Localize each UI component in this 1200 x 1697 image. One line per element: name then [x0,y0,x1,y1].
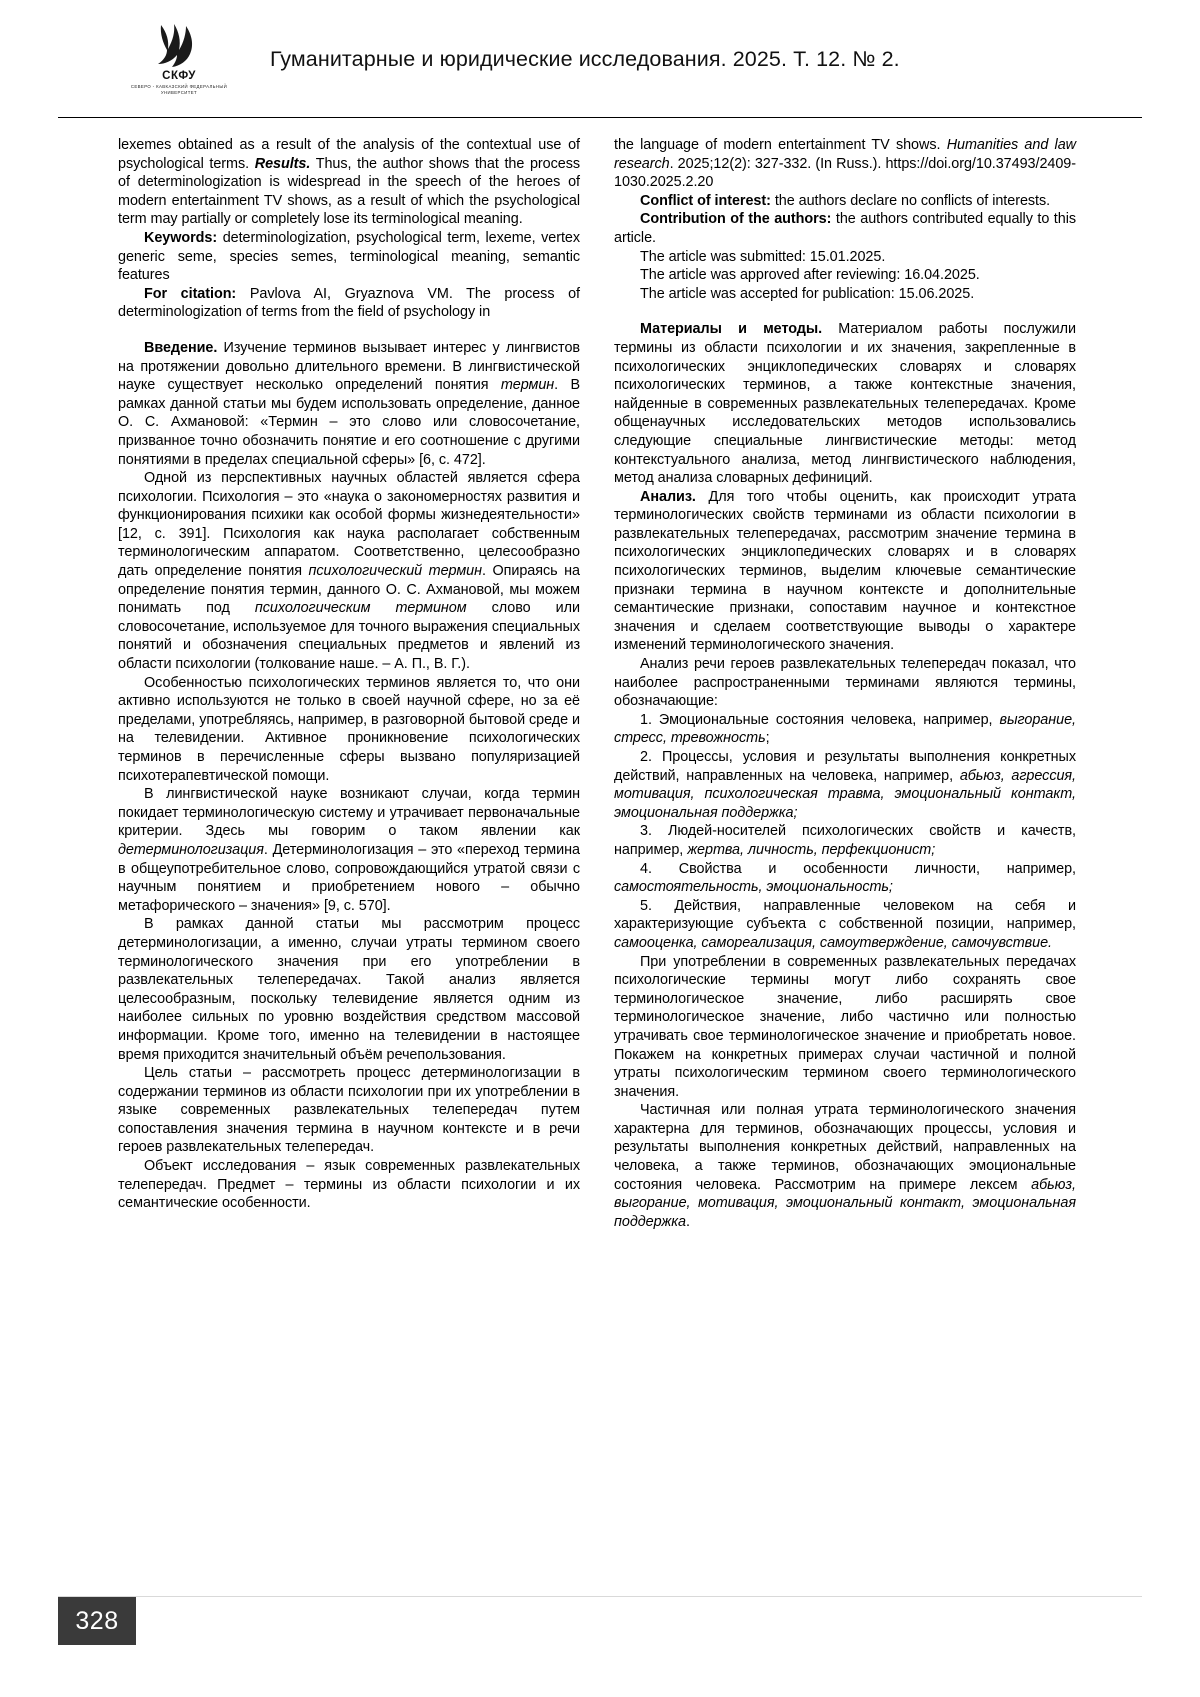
list-item-5 [614,897,1076,953]
introduction-text-a: Изучение терминов вызывает интерес у лингвистов на протяжении довольно длительного времени. В лингвистической науке существует несколько определений понятия [118,339,580,394]
item5-text: 5. Действия, направленные человеком на себя и характеризующие субъекта с собственной позиции, например, [614,897,1076,933]
item5-examples: самооценка, самореализация, самоутверждение, самочувствие. [614,934,1052,951]
for-citation-label: For citation: [144,285,237,302]
results-label: Results. [254,155,311,172]
p2-text-c: слово или словосочетание, используемое для точного выражения специальных понятий и обозначения специальных предметов и явлений из области психологии (толкование наше. – А. П., В. Г.). [118,600,580,673]
item1-examples: выгорание, стресс, тревожность [614,711,1076,747]
flame-bird-icon [153,23,205,69]
citation-paragraph [118,285,580,322]
citation-text-b: . 2025;12(2): 327-332. (In Russ.). https://doi.org/10.37493/2409-1030.2025.2.20 [614,155,1076,191]
paragraph-usage: При употреблении в современных развлекательных передачах психологические термины могут либо сохранять свое терминологическое значение, либо расширять свое терминологическое значение, либо частично или полностью утрачивать свое терминологическое значение и приобретать новое. Покажем на конкретных примерах случаи частичной и полной утраты психологическим термином своего терминологического значения. [614,953,1076,1100]
p2-text-b: . Опираясь на определение понятия термин, данного О. С. Ахмановой, мы можем понимать под [118,563,580,617]
contribution-text: the authors contributed equally to this article. [614,211,1076,246]
journal-title: Гуманитарные и юридические исследования. 2025. Т. 12. № 2. [270,46,900,71]
partial-examples: абьюз, выгорание, мотивация, эмоциональный контакт, эмоциональная поддержка [614,1176,1076,1230]
keywords-paragraph [118,229,580,285]
analysis-label: Анализ. [640,488,696,505]
page-left-margin [0,0,58,1697]
paragraph-term-features: Особенностью психологических терминов является то, что они активно используются не только в своей научной сфере, но за её пределами, употребляясь, например, в разговорной бытовой среде и на телевидении. Активное проникновение психологических терминов в перечисленные сферы вызвано популяризацией психотерапевтической помощи. [118,674,580,784]
left-column [118,136,580,1231]
abstract-tail-2: Thus, the author shows that the process of determinologization is widespread in the speech of the heroes of modern entertainment TV shows, as a result of which the psychological term may partially or completely lose its terminological meaning. [118,155,580,228]
paragraph-psychology-field [118,469,580,674]
keywords-label: Keywords: [144,229,218,246]
conflict-text: the authors declare no conflicts of interests. [770,192,1051,209]
approved-date: The article was approved after reviewing: 16.04.2025. [640,267,980,284]
paragraph-determinologization [118,785,580,915]
paragraph-scope: В рамках данной статьи мы рассмотрим процесс детерминологизации, а именно, случаи утраты термином своего терминологического значения при его употреблении в развлекательных телепередачах. Такой анализ является целесообразным, поскольку телевидение является одним из наиболее сильных по уровню воздействия средством массовой информации. Кроме того, именно на телевидении в настоящее время приходится значительный объём речепользования. [118,916,580,1063]
item2-examples: абьюз, агрессия, мотивация, психологическая травма, эмоциональный контакт, эмоциональная поддержка; [614,767,1076,821]
conflict-of-interest-paragraph [614,192,1076,211]
materials-methods-label: Материалы и методы. [640,321,823,338]
item4-examples: самостоятельность, эмоциональность; [614,879,893,896]
term-italic-psychological-term: психологический термин [308,563,482,580]
page-number: 328 [58,1597,136,1645]
item1-end: ; [765,730,770,747]
paragraph-object: Объект исследования – язык современных развлекательных телепередач. Предмет – термины из области психологии и их семантические особенности. [118,1158,580,1212]
contribution-label: Contribution of the authors: [640,211,832,228]
list-item-2 [614,748,1076,822]
p4-text-a: В лингвистической науке возникают случаи, когда термин покидает терминологическую систему и утрачивает первоначальные критерии. Здесь мы говорим о таком явлении как [118,786,580,840]
abstract-tail-1: lexemes obtained as a result of the analysis of the contextual use of psychological terms. [118,137,580,172]
list-item-1 [614,711,1076,748]
p4-text-b: . Детерминологизация – это «переход термина в общеупотребительное слово, сопровождающийся утратой связи с научным понятием и приобретением нового – обычно метафорического – значения» [9, с. 570]. [118,841,580,914]
citation-text-a: the language of modern entertainment TV shows. [614,137,947,153]
materials-methods-text: Материалом работы послужили термины из области психологии и их значения, закрепленные в психологических энциклопедических словарях и словарях психологических терминов, а также контекстные значения, найденные в современных развлекательных телепередачах. Кроме общенаучных исследовательских методов использовались следующие специальные лингвистические методы: метод контекстуального анализа, метод лингвистического наблюдения, метод анализа словарных дефиниций. [614,321,1076,487]
introduction-text-b: . В рамках данной статьи мы будем использовать определение, данное О. С. Ахмановой: «Термин – это слово или словосочетание, призванное точно обозначить понятие и его соотношение с другими понятиями в пределах специальной сферы» [6, с. 472]. [118,377,580,468]
contribution-paragraph [614,210,1076,247]
term-italic-psychological-term-instr: психологическим термином [254,600,467,617]
university-logo [120,13,238,105]
analysis-text: Для того чтобы оценить, как происходит утрата терминологических свойств терминами из области психологии в развлекательных телепередачах, рассмотрим значение термина в психологических энциклопедических словарях и в словарях психологических терминов, выделим ключевые семантические признаки термина в научном контексте и дополнительные семантические признаки, сопоставим научное и контекстное значения и сделаем соответствующие выводы о характере изменений терминологического значения. [614,488,1076,654]
abstract-results-paragraph [118,136,580,229]
for-citation-text: Pavlova AI, Gryaznova VM. The process of determinologization of terms from the field of psychology in [118,285,581,321]
citation-continuation [614,136,1076,192]
item3-text: 3. Людей-носителей психологических свойств и качеств, например, [614,823,1076,858]
conflict-label: Conflict of interest: [640,192,771,209]
term-italic-termin: термин [500,377,555,394]
item2-text: 2. Процессы, условия и результаты выполнения конкретных действий, направленных на человека, например, [614,749,1076,784]
list-item-3 [614,822,1076,859]
introduction-label: Введение. [144,339,218,356]
logo-subtitle: СЕВЕРО - КАВКАЗСКИЙ ФЕДЕРАЛЬНЫЙ УНИВЕРСИТЕТ [130,84,228,95]
paragraph-partial-loss [614,1101,1076,1231]
citation-journal-name: Humanities and law research [614,137,1076,172]
materials-methods-paragraph [614,320,1076,487]
header-divider [58,117,1142,118]
accepted-date: The article was accepted for publication: 15.06.2025. [640,285,975,302]
analysis-paragraph [614,488,1076,655]
item1-text: 1. Эмоциональные состояния человека, например, [640,711,1000,728]
paragraph-goal: Цель статьи – рассмотреть процесс детерминологизации в содержании терминов из области психологии при их употреблении в языке современных развлекательных телепередач путем сопоставления значения термина в научном контексте и в речи героев развлекательных телепередач. [118,1065,580,1156]
partial-text-a: Частичная или полная утрата терминологического значения характерна для терминов, обозначающих процессы, условия и результаты выполнения конкретных действий, направленных на человека, а также терминов, обозначающих эмоциональные состояния человека. Рассмотрим на примере лексем [614,1102,1076,1193]
right-column [614,136,1076,1231]
two-column-body [0,118,1200,1231]
paragraph-speech-analysis: Анализ речи героев развлекательных телепередач показал, что наиболее распространенными терминами являются термины, обозначающие: [614,656,1076,710]
item3-examples: жертва, личность, перфекционист; [687,841,936,858]
page-header [0,0,1200,118]
partial-text-b: . [685,1213,690,1230]
introduction-paragraph [118,339,580,469]
submitted-date: The article was submitted: 15.01.2025. [640,248,886,265]
term-italic-determinologization: детерминологизация [118,841,264,858]
p2-text-a: Одной из перспективных научных областей является сфера психологии. Психология – это «наука о закономерностях развития и функционирования психики как особой формы жизнедеятельности» [12, с. 391]. Психология как наука располагает собственным терминологическим аппаратом. Соответственно, целесообразно дать определение понятия [118,470,580,580]
logo-name: СКФУ [162,70,196,83]
list-item-4 [614,860,1076,897]
item4-text: 4. Свойства и особенности личности, например, [640,860,1076,877]
keywords-text: determinologization, psychological term, lexeme, vertex generic seme, species semes, terminological meaning, semantic features [118,229,580,284]
footer-divider [58,1596,1142,1597]
